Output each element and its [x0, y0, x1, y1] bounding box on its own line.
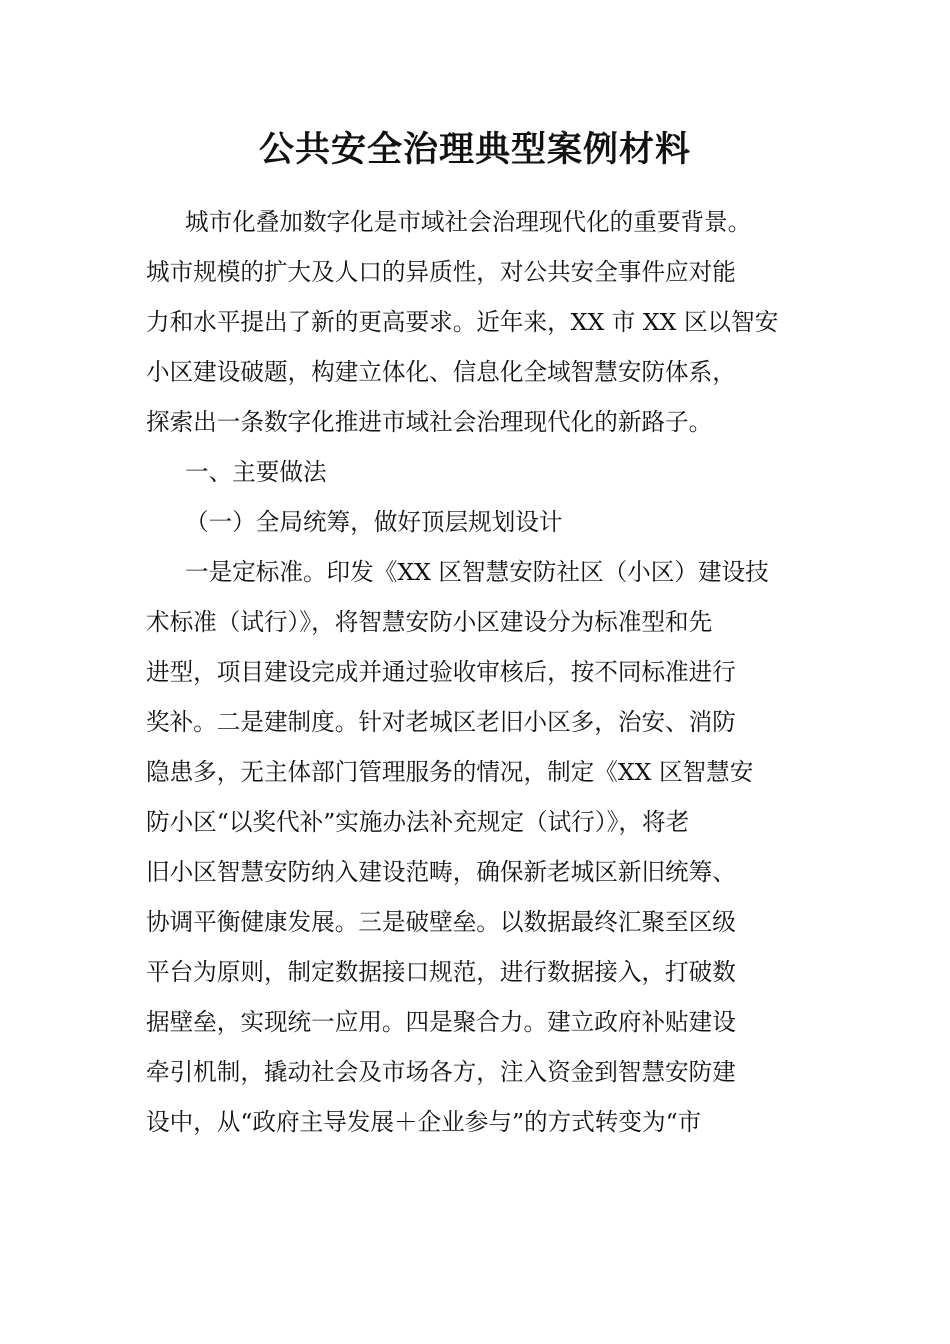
paragraph-line: 城市规模的扩大及人口的异质性，对公共安全事件应对能 [146, 258, 736, 286]
paragraph-line: 牵引机制，撬动社会及市场各方，注入资金到智慧安防建 [146, 1058, 736, 1086]
paragraph-line: 隐患多，无主体部门管理服务的情况，制定《XX 区智慧安 [146, 758, 754, 786]
paragraph-line: 旧小区智慧安防纳入建设范畴，确保新老城区新旧统筹、 [146, 858, 736, 886]
paragraph-line: 平台为原则，制定数据接口规范，进行数据接入，打破数 [146, 958, 736, 986]
paragraph-line: 小区建设破题，构建立体化、信息化全域智慧安防体系， [146, 358, 736, 386]
paragraph-line: 奖补。二是建制度。针对老城区老旧小区多，治安、消防 [146, 708, 736, 736]
paragraph-line: 力和水平提出了新的更高要求。近年来，XX 市 XX 区以智安 [146, 308, 779, 336]
paragraph-line: 进型，项目建设完成并通过验收审核后，按不同标准进行 [146, 658, 736, 686]
document-title: 公共安全治理典型案例材料 [258, 129, 691, 170]
subsection-heading: （一）全局统筹，做好顶层规划设计 [185, 508, 563, 536]
paragraph-line: 术标准（试行）》，将智慧安防小区建设分为标准型和先 [146, 608, 713, 636]
paragraph-line: 探索出一条数字化推进市域社会治理现代化的新路子。 [146, 408, 713, 436]
paragraph-line: 城市化叠加数字化是市域社会治理现代化的重要背景。 [185, 208, 752, 236]
paragraph-line: 设中，从“政府主导发展＋企业参与”的方式转变为“市 [146, 1108, 702, 1136]
section-heading: 一、主要做法 [185, 458, 327, 486]
document-body [146, 197, 806, 1147]
paragraph-line: 一是定标准。印发《XX 区智慧安防社区（小区）建设技 [185, 558, 769, 586]
paragraph-line: 防小区“以奖代补”实施办法补充规定（试行）》，将老 [146, 808, 690, 836]
paragraph-line: 协调平衡健康发展。三是破壁垒。以数据最终汇聚至区级 [146, 908, 736, 936]
paragraph-line: 据壁垒，实现统一应用。四是聚合力。建立政府补贴建设 [146, 1008, 736, 1036]
